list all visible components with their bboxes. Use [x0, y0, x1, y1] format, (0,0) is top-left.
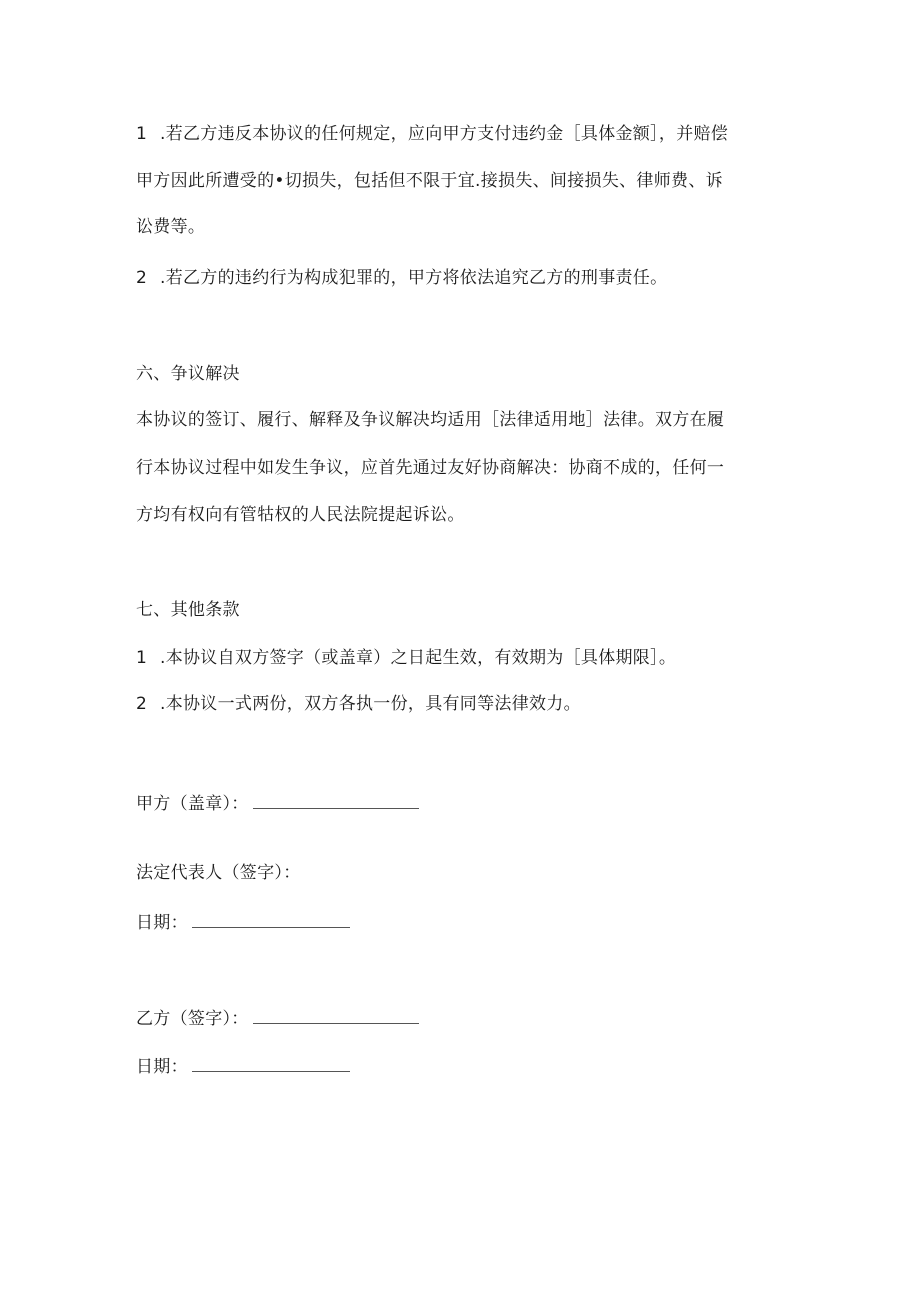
- party-b-signature-row: [136, 1005, 419, 1031]
- party-a-seal-blank[interactable]: [253, 790, 419, 809]
- liability-item-1-line-3: 讼费等。: [136, 217, 206, 237]
- other-item-1: [136, 646, 676, 670]
- party-b-date-blank[interactable]: [192, 1053, 350, 1072]
- dispute-paragraph-line-2: 行本协议过程中如发生争议，应首先通过友好协商解决：协商不成的，任何一: [136, 458, 725, 478]
- dispute-paragraph-line-1: 本协议的签订、履行、解释及争议解决均适用［法律适用地］法律。双方在履: [136, 410, 725, 430]
- party-b-label: 乙方（签字）：: [136, 1009, 249, 1029]
- date-label: 日期：: [136, 913, 188, 933]
- date-label: 日期：: [136, 1057, 188, 1077]
- dispute-paragraph-line-3: 方均有权向有管牯权的人民法院提起诉讼。: [136, 505, 465, 525]
- legal-representative-label: 法定代表人（签字）：: [136, 863, 301, 883]
- item-text: .若乙方违反本协议的任何规定，应向甲方支付违约金［具体金额］，并赔偿: [160, 124, 729, 144]
- party-a-date-row: [136, 909, 350, 935]
- section-heading-other: 七、其他条款: [136, 600, 240, 620]
- other-item-2: [136, 692, 581, 716]
- party-b-date-row: [136, 1053, 350, 1079]
- item-number: 2: [136, 268, 148, 288]
- liability-item-1-line-1: [136, 122, 728, 146]
- item-text: .本协议一式两份，双方各执一份，具有同等法律效力。: [160, 694, 581, 714]
- party-a-date-blank[interactable]: [192, 909, 350, 928]
- party-a-signature-row: [136, 790, 419, 816]
- item-text: .若乙方的违约行为构成犯罪的，甲方将依法追究乙方的刑事责任。: [160, 268, 668, 288]
- liability-item-1-line-2: 甲方因此所遭受的•切损失，包括但不限于宜.接损失、间接损失、律师费、诉: [136, 171, 723, 191]
- legal-representative-row: [136, 861, 301, 885]
- liability-item-2: [136, 266, 667, 290]
- item-number: 2: [136, 694, 148, 714]
- section-heading-dispute: 六、争议解决: [136, 364, 240, 384]
- item-number: 1: [136, 648, 148, 668]
- item-text: .本协议自双方签字（或盖章）之日起生效，有效期为［具体期限］。: [160, 648, 677, 668]
- party-a-label: 甲方（盖章）：: [136, 794, 249, 814]
- item-number: 1: [136, 124, 148, 144]
- party-b-signature-blank[interactable]: [253, 1005, 419, 1024]
